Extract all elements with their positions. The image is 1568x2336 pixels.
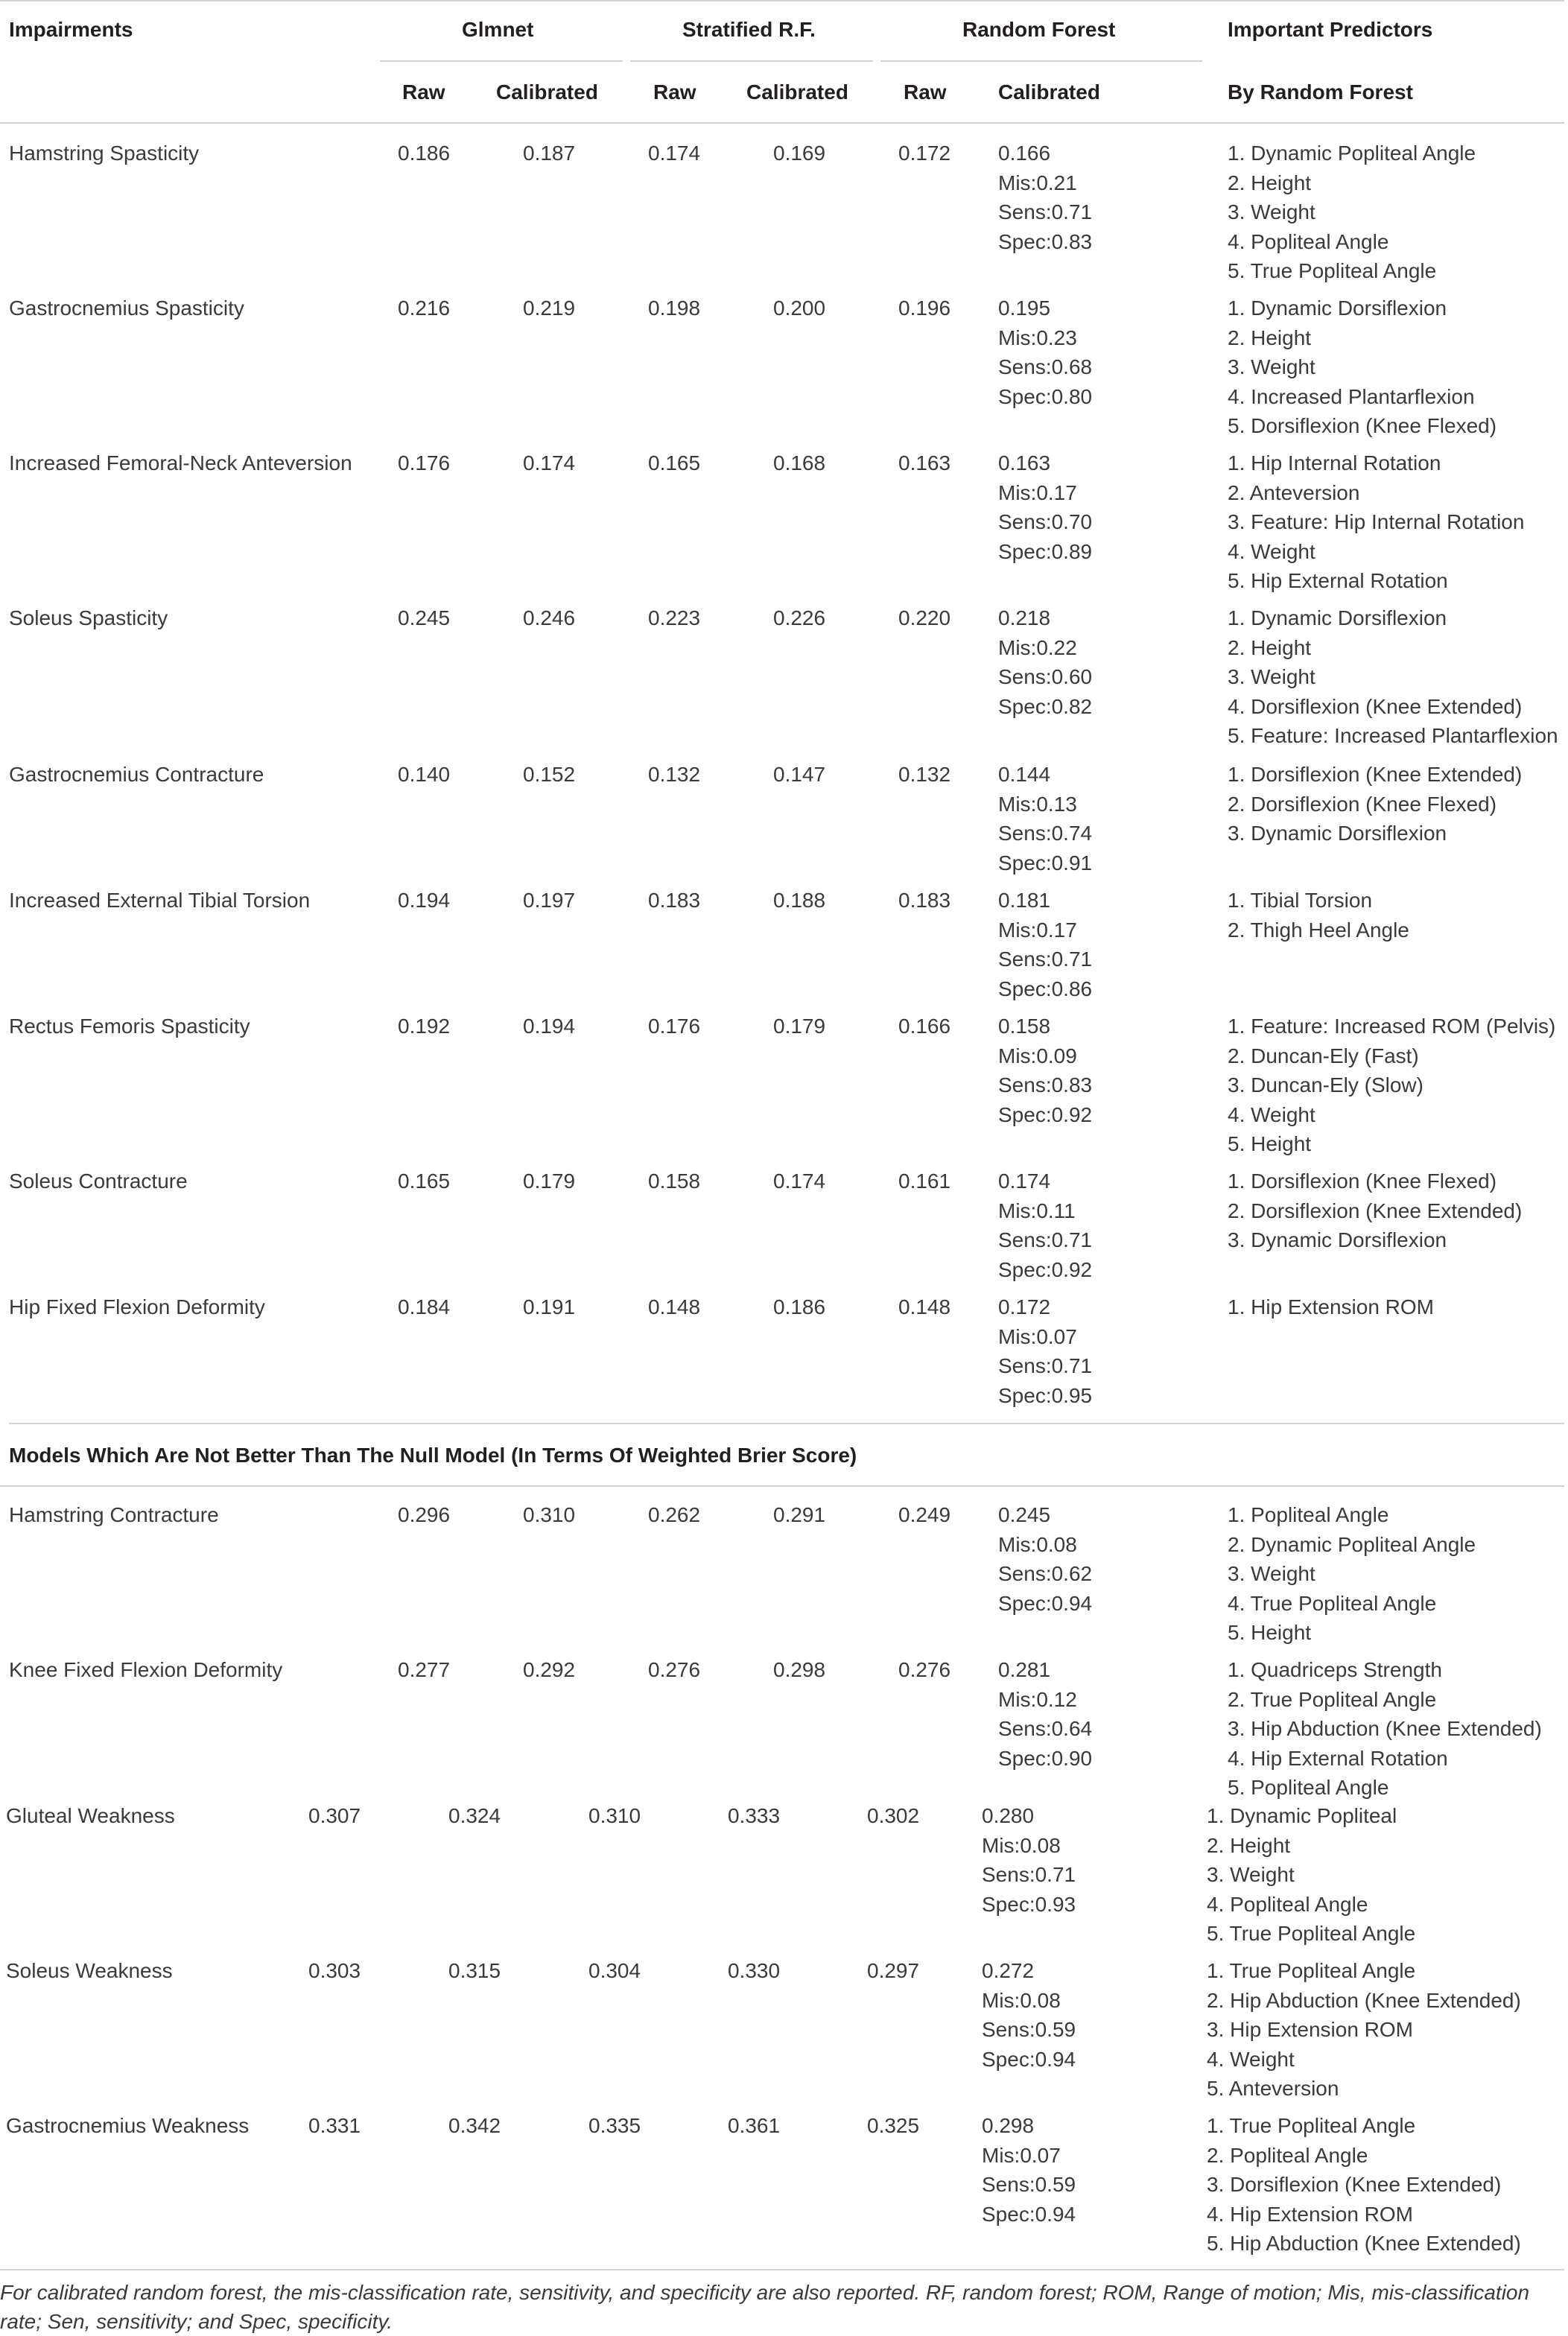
- glmnet-raw: 0.216: [398, 296, 451, 320]
- rf-raw: 0.166: [898, 1015, 951, 1038]
- rf-calibrated: 0.181 Mis:0.17 Sens:0.71 Spec:0.86: [998, 889, 1093, 1000]
- rf-raw: 0.249: [898, 1503, 951, 1526]
- stratified-rf-rule: [630, 60, 873, 62]
- top-rule: [0, 0, 1564, 1]
- predictors-list: 1. True Popliteal Angle 2. Hip Abduction (Knee Extended) 3. Hip Extension ROM 4. Weight 5. Anteversion: [1207, 1959, 1521, 2100]
- srf-calibrated: 0.169: [773, 142, 826, 165]
- srf-calibrated: 0.188: [773, 889, 826, 912]
- rf-calibrated: 0.218 Mis:0.22 Sens:0.60 Spec:0.82: [998, 606, 1093, 718]
- rf-calibrated: 0.272 Mis:0.08 Sens:0.59 Spec:0.94: [982, 1959, 1076, 2071]
- glmnet-raw: 0.192: [398, 1015, 451, 1038]
- rf-calibrated: 0.144 Mis:0.13 Sens:0.74 Spec:0.91: [998, 763, 1093, 875]
- predictors-list: 1. True Popliteal Angle 2. Popliteal Angle 3. Dorsiflexion (Knee Extended) 4. Hip Extension ROM 5. Hip Abduction (Knee Extended): [1207, 2114, 1521, 2255]
- section-bottom-rule: [0, 1485, 1564, 1487]
- srf-calibrated: 0.361: [728, 2114, 781, 2137]
- glmnet-calibrated: 0.342: [448, 2114, 501, 2137]
- predictors-list: 1. Dorsiflexion (Knee Flexed) 2. Dorsiflexion (Knee Extended) 3. Dynamic Dorsiflexion: [1228, 1169, 1523, 1251]
- by-random-forest-header: By Random Forest: [1228, 80, 1413, 104]
- random-forest-header: Random Forest: [962, 18, 1116, 41]
- srf-calibrated: 0.179: [773, 1015, 826, 1038]
- rf-calibrated: 0.172 Mis:0.07 Sens:0.71 Spec:0.95: [998, 1295, 1093, 1407]
- rf-raw: 0.325: [867, 2114, 920, 2137]
- glmnet-calibrated: 0.174: [523, 451, 576, 475]
- glmnet-calibrated-header: Calibrated: [496, 80, 598, 104]
- glmnet-header: Glmnet: [462, 18, 534, 41]
- impairment-name: Soleus Spasticity: [9, 606, 168, 629]
- srf-raw: 0.223: [648, 606, 701, 629]
- srf-calibrated: 0.291: [773, 1503, 826, 1526]
- impairment-name: Hamstring Contracture: [9, 1503, 219, 1526]
- glmnet-calibrated: 0.179: [523, 1169, 576, 1193]
- impairment-name: Increased Femoral-Neck Anteversion: [9, 451, 352, 475]
- srf-calibrated: 0.330: [728, 1959, 781, 1982]
- glmnet-raw: 0.186: [398, 142, 451, 165]
- srf-raw: 0.198: [648, 296, 701, 320]
- glmnet-raw-header: Raw: [402, 80, 445, 104]
- predictors-list: 1. Dynamic Dorsiflexion 2. Height 3. Weight 4. Increased Plantarflexion 5. Dorsiflexion (Knee Flexed): [1228, 296, 1497, 437]
- glmnet-calibrated: 0.219: [523, 296, 576, 320]
- glmnet-raw: 0.296: [398, 1503, 451, 1526]
- rf-raw: 0.161: [898, 1169, 951, 1193]
- glmnet-raw: 0.165: [398, 1169, 451, 1193]
- glmnet-calibrated: 0.191: [523, 1295, 576, 1318]
- srf-raw: 0.310: [588, 1804, 641, 1827]
- rf-raw: 0.148: [898, 1295, 951, 1318]
- srf-calibrated: 0.200: [773, 296, 826, 320]
- rf-raw: 0.276: [898, 1658, 951, 1681]
- impairment-name: Gastrocnemius Weakness: [6, 2114, 250, 2137]
- predictors-list: 1. Hip Extension ROM: [1228, 1295, 1434, 1318]
- glmnet-calibrated: 0.292: [523, 1658, 576, 1681]
- rf-raw: 0.132: [898, 763, 951, 786]
- stratified-rf-header: Stratified R.F.: [682, 18, 816, 41]
- glmnet-raw: 0.307: [308, 1804, 361, 1827]
- glmnet-raw: 0.140: [398, 763, 451, 786]
- predictors-list: 1. Hip Internal Rotation 2. Anteversion 3. Feature: Hip Internal Rotation 4. Weight 5. Hip External Rotation: [1228, 451, 1525, 592]
- rf-raw: 0.183: [898, 889, 951, 912]
- predictors-list: 1. Dorsiflexion (Knee Extended) 2. Dorsiflexion (Knee Flexed) 3. Dynamic Dorsiflexion: [1228, 763, 1523, 845]
- glmnet-raw: 0.331: [308, 2114, 361, 2137]
- glmnet-calibrated: 0.187: [523, 142, 576, 165]
- srf-raw: 0.132: [648, 763, 701, 786]
- glmnet-raw: 0.277: [398, 1658, 451, 1681]
- srf-raw-header: Raw: [653, 80, 696, 104]
- predictors-list: 1. Feature: Increased ROM (Pelvis) 2. Duncan-Ely (Fast) 3. Duncan-Ely (Slow) 4. Weight 5. Height: [1228, 1015, 1556, 1155]
- glmnet-calibrated: 0.315: [448, 1959, 501, 1982]
- srf-raw: 0.335: [588, 2114, 641, 2137]
- impairment-name: Gluteal Weakness: [6, 1804, 175, 1827]
- rf-calibrated: 0.281 Mis:0.12 Sens:0.64 Spec:0.90: [998, 1658, 1093, 1770]
- srf-calibrated: 0.226: [773, 606, 826, 629]
- predictors-list: 1. Popliteal Angle 2. Dynamic Popliteal Angle 3. Weight 4. True Popliteal Angle 5. Height: [1228, 1503, 1476, 1644]
- impairment-name: Soleus Weakness: [6, 1959, 173, 1982]
- glmnet-calibrated: 0.152: [523, 763, 576, 786]
- glmnet-rule: [380, 60, 623, 62]
- srf-calibrated: 0.147: [773, 763, 826, 786]
- srf-calibrated: 0.186: [773, 1295, 826, 1318]
- rf-calibrated: 0.195 Mis:0.23 Sens:0.68 Spec:0.80: [998, 296, 1093, 408]
- null-model-section-title: Models Which Are Not Better Than The Null Model (In Terms Of Weighted Brier Score): [9, 1444, 857, 1467]
- glmnet-calibrated: 0.194: [523, 1015, 576, 1038]
- srf-raw: 0.165: [648, 451, 701, 475]
- srf-calibrated: 0.168: [773, 451, 826, 475]
- impairment-name: Rectus Femoris Spasticity: [9, 1015, 250, 1038]
- rf-raw: 0.163: [898, 451, 951, 475]
- predictors-list: 1. Dynamic Popliteal Angle 2. Height 3. Weight 4. Popliteal Angle 5. True Popliteal Angle: [1228, 142, 1476, 282]
- glmnet-raw: 0.176: [398, 451, 451, 475]
- table-bottom-rule: [0, 2269, 1564, 2270]
- srf-raw: 0.176: [648, 1015, 701, 1038]
- rf-calibrated-header: Calibrated: [998, 80, 1100, 104]
- rf-raw: 0.220: [898, 606, 951, 629]
- section-top-rule: [9, 1423, 1564, 1424]
- table-caption: For calibrated random forest, the mis-classification rate, sensitivity, and specificity are also reported. RF, random forest; ROM, Range of motion; Mis, mis-classification rate; Sen, sensitivity; and Spec, specificity.: [0, 2281, 1530, 2333]
- rf-calibrated: 0.245 Mis:0.08 Sens:0.62 Spec:0.94: [998, 1503, 1093, 1615]
- srf-raw: 0.158: [648, 1169, 701, 1193]
- rf-calibrated: 0.280 Mis:0.08 Sens:0.71 Spec:0.93: [982, 1804, 1076, 1916]
- glmnet-raw: 0.194: [398, 889, 451, 912]
- random-forest-rule: [880, 60, 1202, 62]
- rf-calibrated: 0.166 Mis:0.21 Sens:0.71 Spec:0.83: [998, 142, 1093, 253]
- srf-raw: 0.183: [648, 889, 701, 912]
- rf-calibrated: 0.298 Mis:0.07 Sens:0.59 Spec:0.94: [982, 2114, 1076, 2226]
- srf-raw: 0.174: [648, 142, 701, 165]
- glmnet-raw: 0.245: [398, 606, 451, 629]
- glmnet-raw: 0.184: [398, 1295, 451, 1318]
- rf-calibrated: 0.163 Mis:0.17 Sens:0.70 Spec:0.89: [998, 451, 1093, 563]
- glmnet-calibrated: 0.324: [448, 1804, 501, 1827]
- glmnet-calibrated: 0.197: [523, 889, 576, 912]
- impairment-name: Hip Fixed Flexion Deformity: [9, 1295, 265, 1318]
- impairment-name: Gastrocnemius Spasticity: [9, 296, 244, 320]
- important-predictors-header: Important Predictors: [1228, 18, 1433, 41]
- header-bottom-rule: [0, 122, 1564, 124]
- srf-calibrated: 0.298: [773, 1658, 826, 1681]
- impairment-name: Knee Fixed Flexion Deformity: [9, 1658, 283, 1681]
- srf-calibrated: 0.333: [728, 1804, 781, 1827]
- rf-raw: 0.297: [867, 1959, 920, 1982]
- srf-calibrated: 0.174: [773, 1169, 826, 1193]
- rf-raw: 0.302: [867, 1804, 920, 1827]
- predictors-list: 1. Quadriceps Strength 2. True Popliteal Angle 3. Hip Abduction (Knee Extended) 4. Hip External Rotation 5. Popliteal Angle: [1228, 1658, 1542, 1799]
- glmnet-raw: 0.303: [308, 1959, 361, 1982]
- glmnet-calibrated: 0.246: [523, 606, 576, 629]
- rf-raw: 0.196: [898, 296, 951, 320]
- impairment-name: Gastrocnemius Contracture: [9, 763, 264, 786]
- rf-calibrated: 0.158 Mis:0.09 Sens:0.83 Spec:0.92: [998, 1015, 1093, 1126]
- srf-raw: 0.262: [648, 1503, 701, 1526]
- srf-raw: 0.276: [648, 1658, 701, 1681]
- predictors-list: 1. Dynamic Dorsiflexion 2. Height 3. Weight 4. Dorsiflexion (Knee Extended) 5. Feature: Increased Plantarflexion: [1228, 606, 1558, 747]
- rf-calibrated: 0.174 Mis:0.11 Sens:0.71 Spec:0.92: [998, 1169, 1093, 1281]
- impairment-name: Soleus Contracture: [9, 1169, 188, 1193]
- glmnet-calibrated: 0.310: [523, 1503, 576, 1526]
- predictors-list: 1. Dynamic Popliteal 2. Height 3. Weight 4. Popliteal Angle 5. True Popliteal Angle: [1207, 1804, 1416, 1945]
- rf-raw: 0.172: [898, 142, 951, 165]
- rf-raw-header: Raw: [904, 80, 947, 104]
- impairment-name: Increased External Tibial Torsion: [9, 889, 311, 912]
- srf-raw: 0.304: [588, 1959, 641, 1982]
- impairments-header: Impairments: [9, 18, 133, 41]
- predictors-list: 1. Tibial Torsion 2. Thigh Heel Angle: [1228, 889, 1409, 942]
- srf-calibrated-header: Calibrated: [746, 80, 848, 104]
- srf-raw: 0.148: [648, 1295, 701, 1318]
- impairment-name: Hamstring Spasticity: [9, 142, 200, 165]
